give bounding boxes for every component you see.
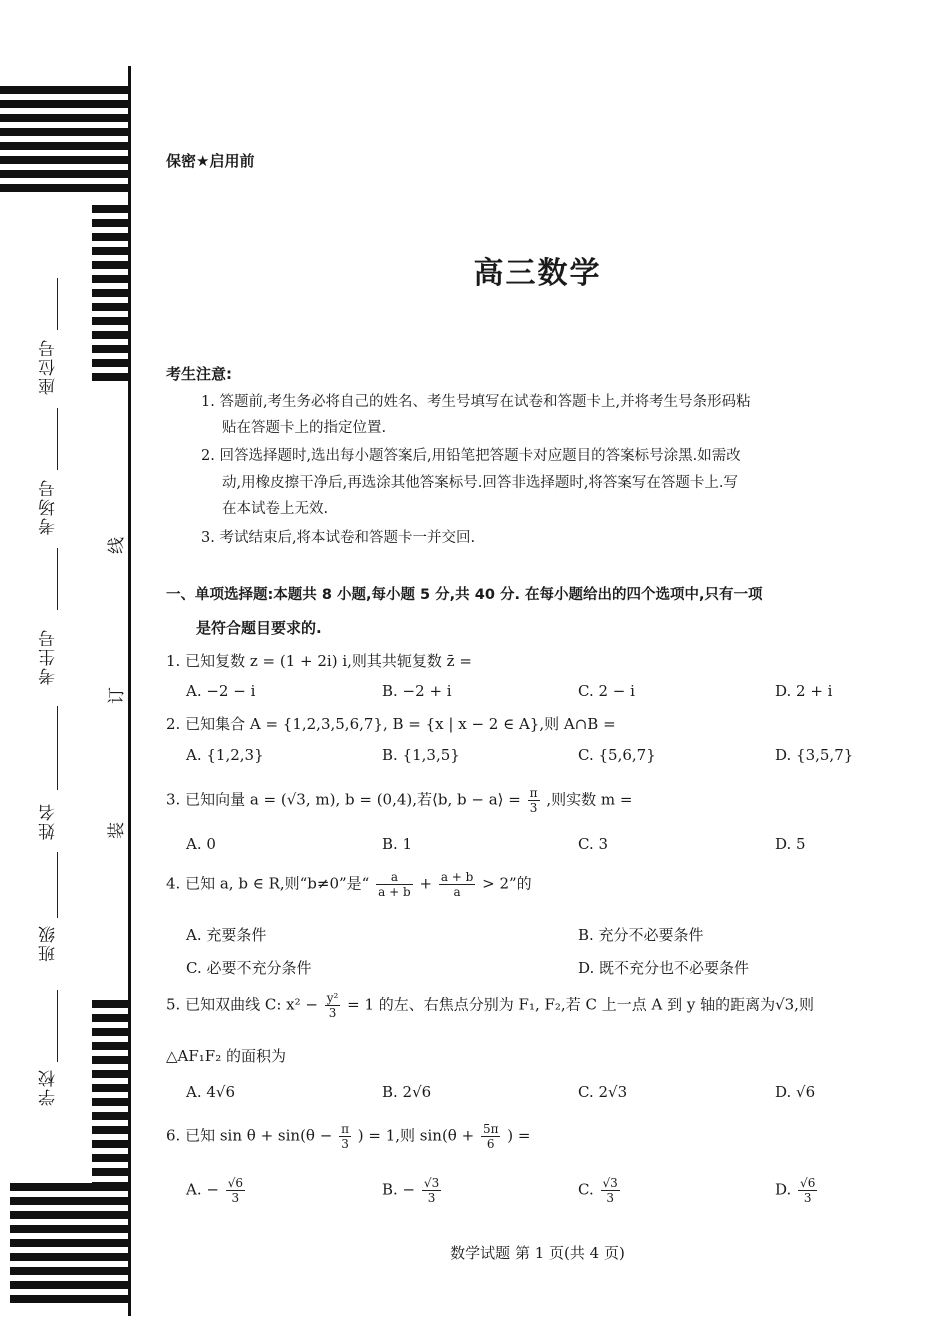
margin-stripe: [92, 317, 128, 325]
q2-option-b: B. {1,3,5}: [382, 746, 460, 764]
question-1-stem: 1. 已知复数 z = (1 + 2i) i,则其共轭复数 z̄ =: [166, 652, 472, 670]
q2-option-c: C. {5,6,7}: [578, 746, 656, 764]
q3-option-c: C. 3: [578, 835, 609, 853]
q6-c-den: 3: [606, 1191, 614, 1205]
margin-stripe: [92, 1140, 128, 1148]
question-5-stem-cont: △AF₁F₂ 的面积为: [166, 1047, 286, 1065]
q1-option-d: D. 2 + i: [775, 682, 833, 700]
page-footer: 数学试题 第 1 页(共 4 页): [450, 1244, 625, 1262]
margin-stripe: [92, 1168, 128, 1176]
margin-stripe: [92, 1112, 128, 1120]
q6-b-den: 3: [427, 1191, 436, 1205]
margin-stripe: [92, 1042, 128, 1050]
q1-option-c: C. 2 − i: [578, 682, 635, 700]
q3-option-b: B. 1: [382, 835, 413, 853]
margin-stripe: [10, 1295, 128, 1303]
q6-a-prefix: A. −: [186, 1180, 219, 1199]
margin-stripe: [92, 1000, 128, 1008]
q6-d-den: 3: [803, 1191, 812, 1205]
q3-option-a: A. 0: [186, 835, 216, 853]
q5-option-c: C. 2√3: [578, 1083, 628, 1101]
question-4-stem: [166, 870, 532, 899]
q1-option-b: B. −2 + i: [382, 682, 452, 700]
class-label: 班级: [39, 924, 59, 962]
notice-line: 1. 答题前,考生务必将自己的姓名、考生号填写在试卷和答题卡上,并将考生号条形码粘: [201, 394, 751, 410]
page-title: 高三数学: [473, 256, 602, 291]
q4-option-d: D. 既不充分也不必要条件: [578, 959, 750, 977]
margin-stripe: [10, 1267, 128, 1275]
q6-b-fraction: [422, 1176, 441, 1205]
question-2-stem: 2. 已知集合 A = {1,2,3,5,6,7}, B = {x | x − 2 ∈ A},则 A∩B =: [166, 715, 616, 733]
margin-stripe: [92, 219, 128, 227]
margin-stripe: [92, 1098, 128, 1106]
q6-f2-num: 5π: [482, 1122, 499, 1136]
notice-line: 3. 考试结束后,将本试卷和答题卡一并交回.: [201, 530, 476, 546]
margin-stripe: [0, 100, 128, 108]
margin-stripe: [10, 1225, 128, 1233]
margin-stripe: [92, 1084, 128, 1092]
q6-a-den: 3: [231, 1191, 240, 1205]
q6-a-fraction: [226, 1176, 245, 1205]
margin-stripe: [92, 1028, 128, 1036]
margin-stripe: [0, 184, 128, 192]
margin-stripe: [92, 331, 128, 339]
q2-option-a: A. {1,2,3}: [186, 746, 264, 764]
q6-b-prefix: B. −: [382, 1180, 416, 1199]
q3-frac-num: π: [529, 786, 538, 800]
q4-stem-part: > 2”的: [482, 874, 532, 893]
q4-f1-num: a: [376, 870, 413, 885]
notice-heading: 考生注意:: [166, 365, 232, 383]
margin-stripe: [10, 1183, 128, 1191]
question-5-stem: [166, 991, 814, 1020]
margin-stripe: [92, 1056, 128, 1064]
seat-number-label: 座位号: [39, 338, 59, 395]
notice-line: 贴在答题卡上的指定位置.: [222, 420, 387, 436]
q2-option-d: D. {3,5,7}: [775, 746, 854, 764]
section-heading-cont: 是符合题目要求的.: [196, 619, 322, 637]
notice-line: 2. 回答选择题时,选出每小题答案后,用铅笔把答题卡对应题目的答案标号涂黑.如需改: [201, 448, 741, 464]
q5-option-d: D. √6: [775, 1083, 816, 1101]
q4-stem-part: 4. 已知 a, b ∈ R,则“b≠0”是“: [166, 874, 370, 893]
q4-option-b: B. 充分不必要条件: [578, 926, 704, 944]
q6-c-num: √3: [602, 1176, 618, 1190]
margin-stripe: [0, 86, 128, 94]
q6-stem-part: ) = 1,则 sin(θ +: [357, 1126, 475, 1145]
q4-fraction-1: [376, 870, 413, 899]
margin-stripe: [92, 1126, 128, 1134]
q6-f1-den: 3: [341, 1137, 349, 1151]
q6-option-d: [775, 1176, 819, 1205]
seal-char-bind: 订: [107, 687, 127, 704]
margin-stripe: [0, 170, 128, 178]
question-6-stem: [166, 1122, 530, 1151]
margin-stripe: [92, 1154, 128, 1162]
name-label: 姓名: [39, 802, 59, 840]
margin-stripe: [92, 233, 128, 241]
margin-stripe: [10, 1197, 128, 1205]
q4-option-c: C. 必要不充分条件: [186, 959, 312, 977]
margin-stripe: [0, 128, 128, 136]
class-field-line: [57, 852, 58, 918]
q4-fraction-2: [439, 870, 476, 899]
q4-plus: +: [419, 874, 433, 893]
margin-stripe: [0, 156, 128, 164]
q5-stem-part: = 1 的左、右焦点分别为 F₁, F₂,若 C 上一点 A 到 y 轴的距离为√3,则: [347, 995, 814, 1014]
q6-fraction-2: [481, 1122, 501, 1151]
q6-d-prefix: D.: [775, 1180, 792, 1199]
q6-f2-den: 6: [486, 1137, 495, 1151]
school-field-line: [57, 990, 58, 1062]
q6-d-fraction: [798, 1176, 817, 1205]
confidential-label: 保密★启用前: [166, 152, 255, 170]
margin-stripe: [92, 205, 128, 213]
q3-stem-part: 3. 已知向量 a = (√3, m), b = (0,4),若⟨b, b − a⟩ =: [166, 790, 521, 809]
q4-f2-den: a: [453, 885, 461, 899]
q3-stem-part: ,则实数 m =: [546, 790, 633, 809]
notice-line: 动,用橡皮擦干净后,再选涂其他答案标号.回答非选择题时,将答案写在答题卡上.写: [222, 475, 739, 491]
q6-c-fraction: [601, 1176, 620, 1205]
q3-option-d: D. 5: [775, 835, 806, 853]
name-field-line: [57, 706, 58, 790]
q5-frac-den: 3: [328, 1006, 337, 1020]
room-field-line: [57, 408, 58, 470]
candidate-field-line: [57, 548, 58, 610]
seal-char-line: 线: [107, 537, 127, 554]
q5-fraction: [325, 991, 341, 1020]
q6-stem-part: ) =: [507, 1126, 531, 1145]
q6-c-prefix: C.: [578, 1180, 594, 1199]
q6-a-num: √6: [227, 1176, 243, 1190]
q6-d-num: √6: [800, 1176, 816, 1190]
q4-f1-den: a + b: [378, 885, 411, 899]
q4-f2-num: a + b: [440, 870, 474, 884]
seal-char-pack: 装: [107, 822, 127, 839]
q5-frac-num: y²: [326, 991, 339, 1005]
q3-frac-den: 3: [529, 801, 538, 815]
q6-option-a: [186, 1176, 247, 1205]
q6-option-b: [382, 1176, 443, 1205]
margin-stripe: [92, 345, 128, 353]
q1-option-a: A. −2 − i: [186, 682, 256, 700]
q4-option-a: A. 充要条件: [186, 926, 267, 944]
q3-fraction: [528, 786, 540, 815]
q6-b-num: √3: [423, 1176, 440, 1190]
margin-stripe: [92, 1014, 128, 1022]
candidate-number-label: 考生号: [39, 628, 59, 685]
notice-line: 在本试卷上无效.: [222, 501, 329, 517]
margin-stripe: [10, 1281, 128, 1289]
margin-stripe: [92, 1070, 128, 1078]
q6-option-c: [578, 1176, 622, 1205]
margin-stripe: [0, 114, 128, 122]
exam-room-label: 考场号: [39, 478, 59, 535]
margin-stripe: [0, 142, 128, 150]
school-label: 学校: [39, 1068, 59, 1106]
q5-stem-part: 5. 已知双曲线 C: x² −: [166, 995, 318, 1014]
margin-stripe: [92, 373, 128, 381]
margin-stripe: [92, 303, 128, 311]
section-heading: 一、单项选择题:本题共 8 小题,每小题 5 分,共 40 分. 在每小题给出的四个选项中,只有一项: [166, 587, 763, 603]
q5-option-a: A. 4√6: [186, 1083, 236, 1101]
question-3-stem: [166, 786, 632, 815]
q6-fraction-1: [339, 1122, 351, 1151]
margin-stripe: [92, 359, 128, 367]
q6-stem-part: 6. 已知 sin θ + sin(θ −: [166, 1126, 333, 1145]
q5-option-b: B. 2√6: [382, 1083, 432, 1101]
q6-f1-num: π: [341, 1122, 349, 1136]
margin-stripe: [10, 1211, 128, 1219]
